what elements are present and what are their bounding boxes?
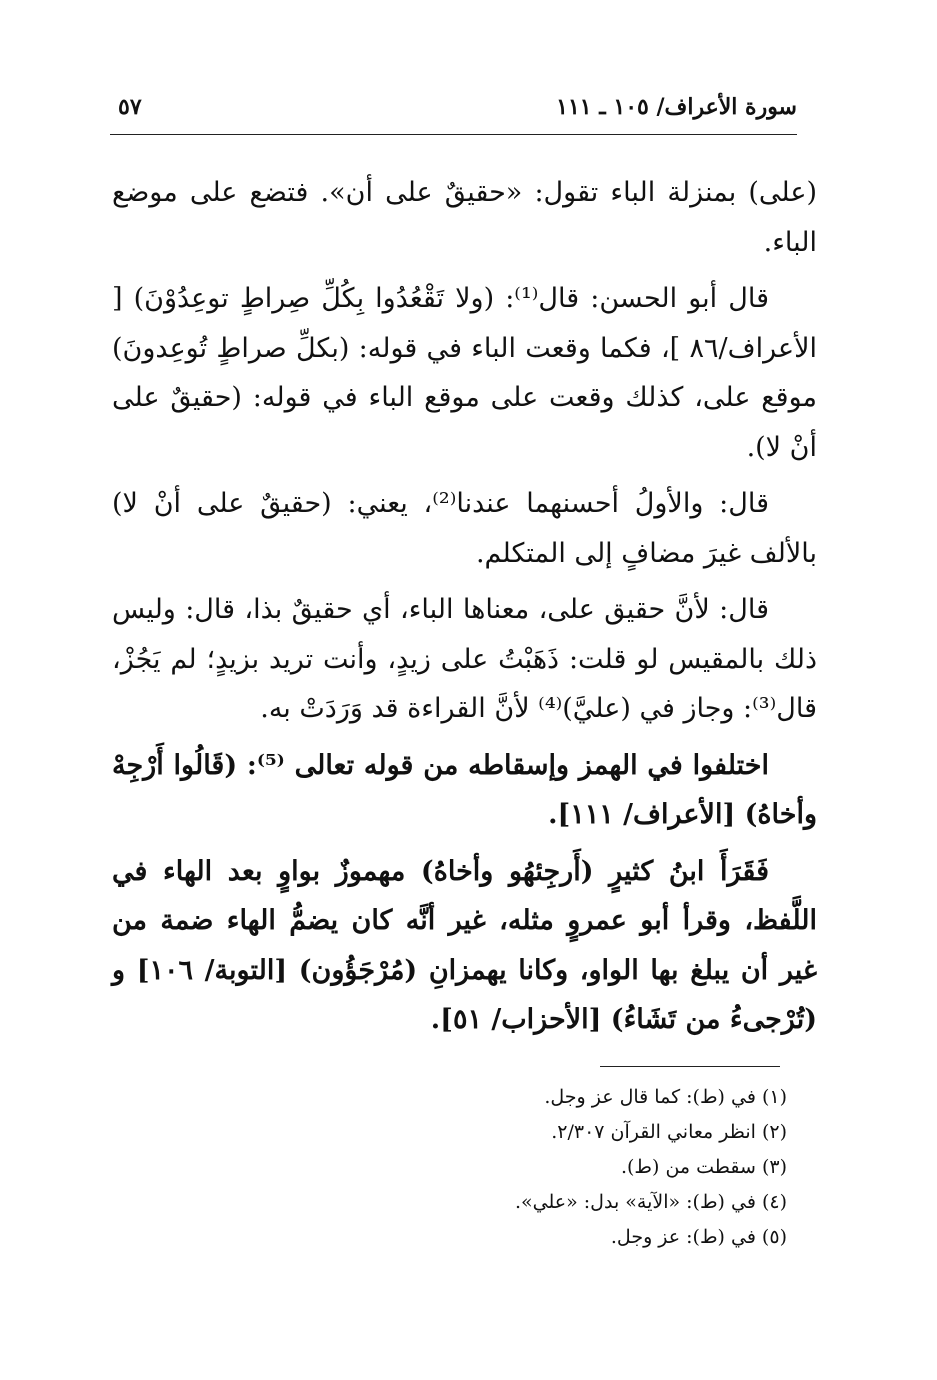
footnote-5: (٥) في (ط): عز وجل. bbox=[610, 1226, 787, 1248]
footnote-4: (٤) في (ط): «الآية» بدل: «علي». bbox=[514, 1191, 787, 1213]
footnote-3: (٣) سقطت من (ط). bbox=[620, 1156, 787, 1178]
main-text bbox=[112, 168, 817, 1052]
header-divider bbox=[110, 134, 797, 135]
paragraph-3: قال: والأولُ أحسنهما عندنا⁽²⁾، يعني: (حقيقٌ على أنْ لا) بالألف غيرَ مضافٍ إلى المتكلم. bbox=[112, 488, 817, 569]
footnote-1: (١) في (ط): كما قال عز وجل. bbox=[544, 1086, 787, 1108]
paragraph-1: (على) بمنزلة الباء تقول: «حقيقٌ على أن». فتضع على موضع الباء. bbox=[112, 177, 817, 258]
paragraph-6: فَقَرَأَ ابنُ كثيرٍ (أَرجِئهُو وأخاهُ) مهموزٌ بواوٍ بعد الهاء في اللَّفظ، وقرأ أبو عمروٍ مثله، غير أنَّه كان يضمُّ الهاء ضمة من غير أن يبلغ بها الواو، وكانا يهمزانِ (مُرْجَؤُون) [التوبة/ ١٠٦] و (تُرْجىءُ من تَشَاءُ) [الأحزاب/ ٥١]. bbox=[112, 855, 818, 1035]
running-title: سورة الأعراف/ ١٠٥ ـ ١١١ bbox=[556, 94, 797, 120]
footnote-divider bbox=[600, 1066, 780, 1067]
footnotes bbox=[300, 1080, 787, 1255]
page-number: ٥٧ bbox=[118, 94, 142, 120]
paragraph-5: اختلفوا في الهمز وإسقاطه من قوله تعالى ⁽⁵⁾: (قَالُوا أَرْجِهْ وأخاهُ) [الأعراف/ ١١١]. bbox=[112, 749, 817, 830]
paragraph-2: قال أبو الحسن: قال⁽¹⁾: (ولا تَقْعُدُوا بِكُلِّ صِراطٍ توعِدُوْنَ) [ الأعراف/٨٦ ]، فكما وقعت الباء في قوله: (بكلِّ صراطٍ تُوعِدونَ) موقع على، كذلك وقعت على موقع الباء في قوله: (حقيقٌ على أنْ لا). bbox=[112, 283, 817, 463]
footnote-2: (٢) انظر معاني القرآن ٢/٣٠٧. bbox=[551, 1121, 787, 1143]
paragraph-4: قال: لأنَّ حقيق على، معناها الباء، أي حقيقٌ بذا، قال: وليس ذلك بالمقيس لو قلت: ذَهَبْتُ على زيدٍ، وأنت تريد بزيدٍ؛ لم يَجُزْ، قال⁽³⁾: وجاز في (عليَّ)⁽⁴⁾ لأنَّ القراءة قد وَرَدَتْ به. bbox=[112, 594, 817, 724]
page-header bbox=[110, 94, 797, 134]
